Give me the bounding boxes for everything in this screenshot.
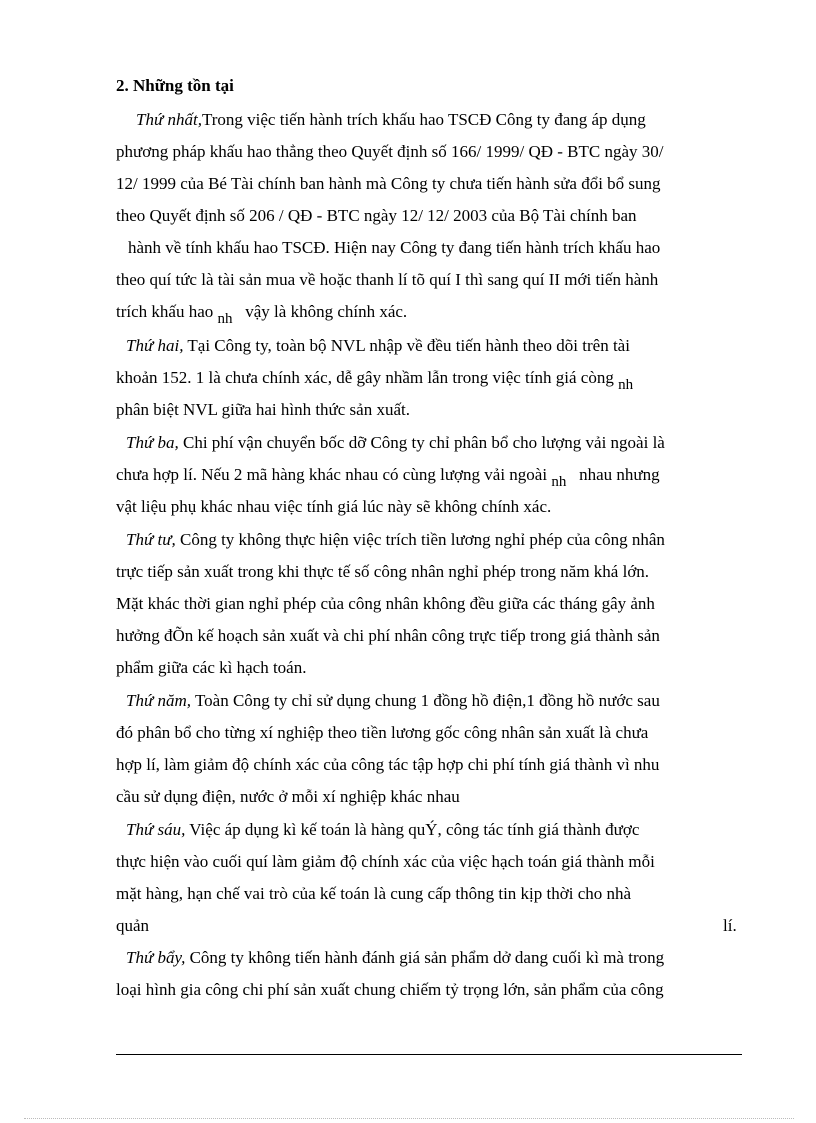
p2-line-2-sub: nh <box>618 377 634 393</box>
p1-line-6: theo quí tức là tài sản mua về hoặc thanh lí tõ quí I thì sang quí II mới tiến hành <box>116 270 659 289</box>
page-bottom-dotted-border <box>24 1118 794 1119</box>
p3-label: Thứ ba, <box>126 433 179 452</box>
p1-line-5: hành về tính khấu hao TSCĐ. Hiện nay Công ty đang tiến hành trích khấu hao <box>128 238 661 257</box>
p6-line-2: thực hiện vào cuối quí làm giảm độ chính xác của việc hạch toán giá thành mỗi <box>116 852 655 871</box>
p4-line-3: Mặt khác thời gian nghỉ phép của công nhân không đều giữa các tháng gây ảnh <box>116 594 655 613</box>
p3-line-2-b: nhau nhưng <box>579 465 660 484</box>
p4-line-2: trực tiếp sản xuất trong khi thực tế số công nhân nghỉ phép trong năm khá lớn. <box>116 562 650 581</box>
p3-line-1-text: Chi phí vận chuyển bốc dỡ Công ty chỉ phân bổ cho lượng vải ngoài là <box>182 433 665 452</box>
p4-line-4: hưởng đÕn kế hoạch sản xuất và chi phí nhân công trực tiếp trong giá thành sản <box>116 626 660 645</box>
p2-line-1 <box>126 335 630 357</box>
p6-line-1 <box>126 819 639 841</box>
p6-line-3: mặt hàng, hạn chế vai trò của kế toán là cung cấp thông tin kịp thời cho nhà <box>116 884 632 903</box>
p6-label: Thứ sáu, <box>126 820 186 839</box>
p2-line-2-a: khoản 152. 1 là chưa chính xác, dễ gây nhầm lẫn trong việc tính giá còng <box>116 368 614 387</box>
p5-line-4: cầu sử dụng điện, nước ở mỗi xí nghiệp khác nhau <box>116 787 460 806</box>
p5-line-2: đó phân bổ cho từng xí nghiệp theo tiền lương gốc công nhân sản xuất là chưa <box>116 723 649 742</box>
p1-line-7-b: vậy là không chính xác. <box>245 302 408 321</box>
p1-line-4: theo Quyết định số 206 / QĐ - BTC ngày 12/ 12/ 2003 của Bộ Tài chính ban <box>116 206 637 225</box>
p3-line-2-a: chưa hợp lí. Nếu 2 mã hàng khác nhau có cùng lượng vải ngoài <box>116 465 548 484</box>
p3-line-3: vật liệu phụ khác nhau việc tính giá lúc này sẽ không chính xác. <box>116 497 552 516</box>
p4-label: Thứ tư, <box>126 530 176 549</box>
p7-line-2: loại hình gia công chi phí sản xuất chung chiếm tỷ trọng lớn, sản phẩm của công <box>116 980 664 999</box>
p4-line-1-text: Công ty không thực hiện việc trích tiền lương nghỉ phép của công nhân <box>179 530 665 549</box>
p1-line-7-a: trích khấu hao <box>116 302 214 321</box>
p1-line-3: 12/ 1999 của Bé Tài chính ban hành mà Công ty chưa tiến hành sửa đổi bổ sung <box>116 174 661 193</box>
p5-label: Thứ năm, <box>126 691 192 710</box>
section-heading: 2. Những tồn tại <box>116 76 234 95</box>
p6-line-1-text: Việc áp dụng kì kế toán là hàng quÝ, công tác tính giá thành được <box>189 820 640 839</box>
p6-line-4a: quản <box>116 916 150 935</box>
p7-line-1 <box>126 947 664 969</box>
p1-line-1-text: Trong việc tiến hành trích khấu hao TSCĐ Công ty đang áp dụng <box>201 110 646 129</box>
p2-line-1-text: Tại Công ty, toàn bộ NVL nhập về đều tiến hành theo dõi trên tài <box>187 336 630 355</box>
p1-line-7 <box>116 301 408 327</box>
p5-line-1 <box>126 690 660 712</box>
p1-line-2: phương pháp khấu hao thẳng theo Quyết định số 166/ 1999/ QĐ - BTC ngày 30/ <box>116 142 664 161</box>
p2-line-3: phân biệt NVL giữa hai hình thức sản xuất. <box>116 400 410 419</box>
p7-label: Thứ bẩy, <box>126 948 186 967</box>
p1-line-7-sub: nh <box>217 311 233 327</box>
p4-line-5: phẩm giữa các kì hạch toán. <box>116 658 307 677</box>
footer-rule <box>116 1054 742 1055</box>
p5-line-1-text: Toàn Công ty chỉ sử dụng chung 1 đồng hồ điện,1 đồng hồ nước sau <box>194 691 660 710</box>
p7-line-1-text: Công ty không tiến hành đánh giá sản phẩm dở dang cuối kì mà trong <box>189 948 665 967</box>
p4-line-1 <box>126 529 665 551</box>
p2-line-2 <box>116 367 634 393</box>
p3-line-2-sub: nh <box>551 474 567 490</box>
p3-line-2 <box>116 464 660 490</box>
p5-line-3: hợp lí, làm giảm độ chính xác của công tác tập hợp chi phí tính giá thành vì nhu <box>116 755 660 774</box>
p2-label: Thứ hai, <box>126 336 184 355</box>
p6-line-4b: lí. <box>723 916 737 935</box>
p3-line-1 <box>126 432 665 454</box>
p1-line-1 <box>136 109 738 131</box>
p1-label: Thứ nhất, <box>136 110 202 129</box>
